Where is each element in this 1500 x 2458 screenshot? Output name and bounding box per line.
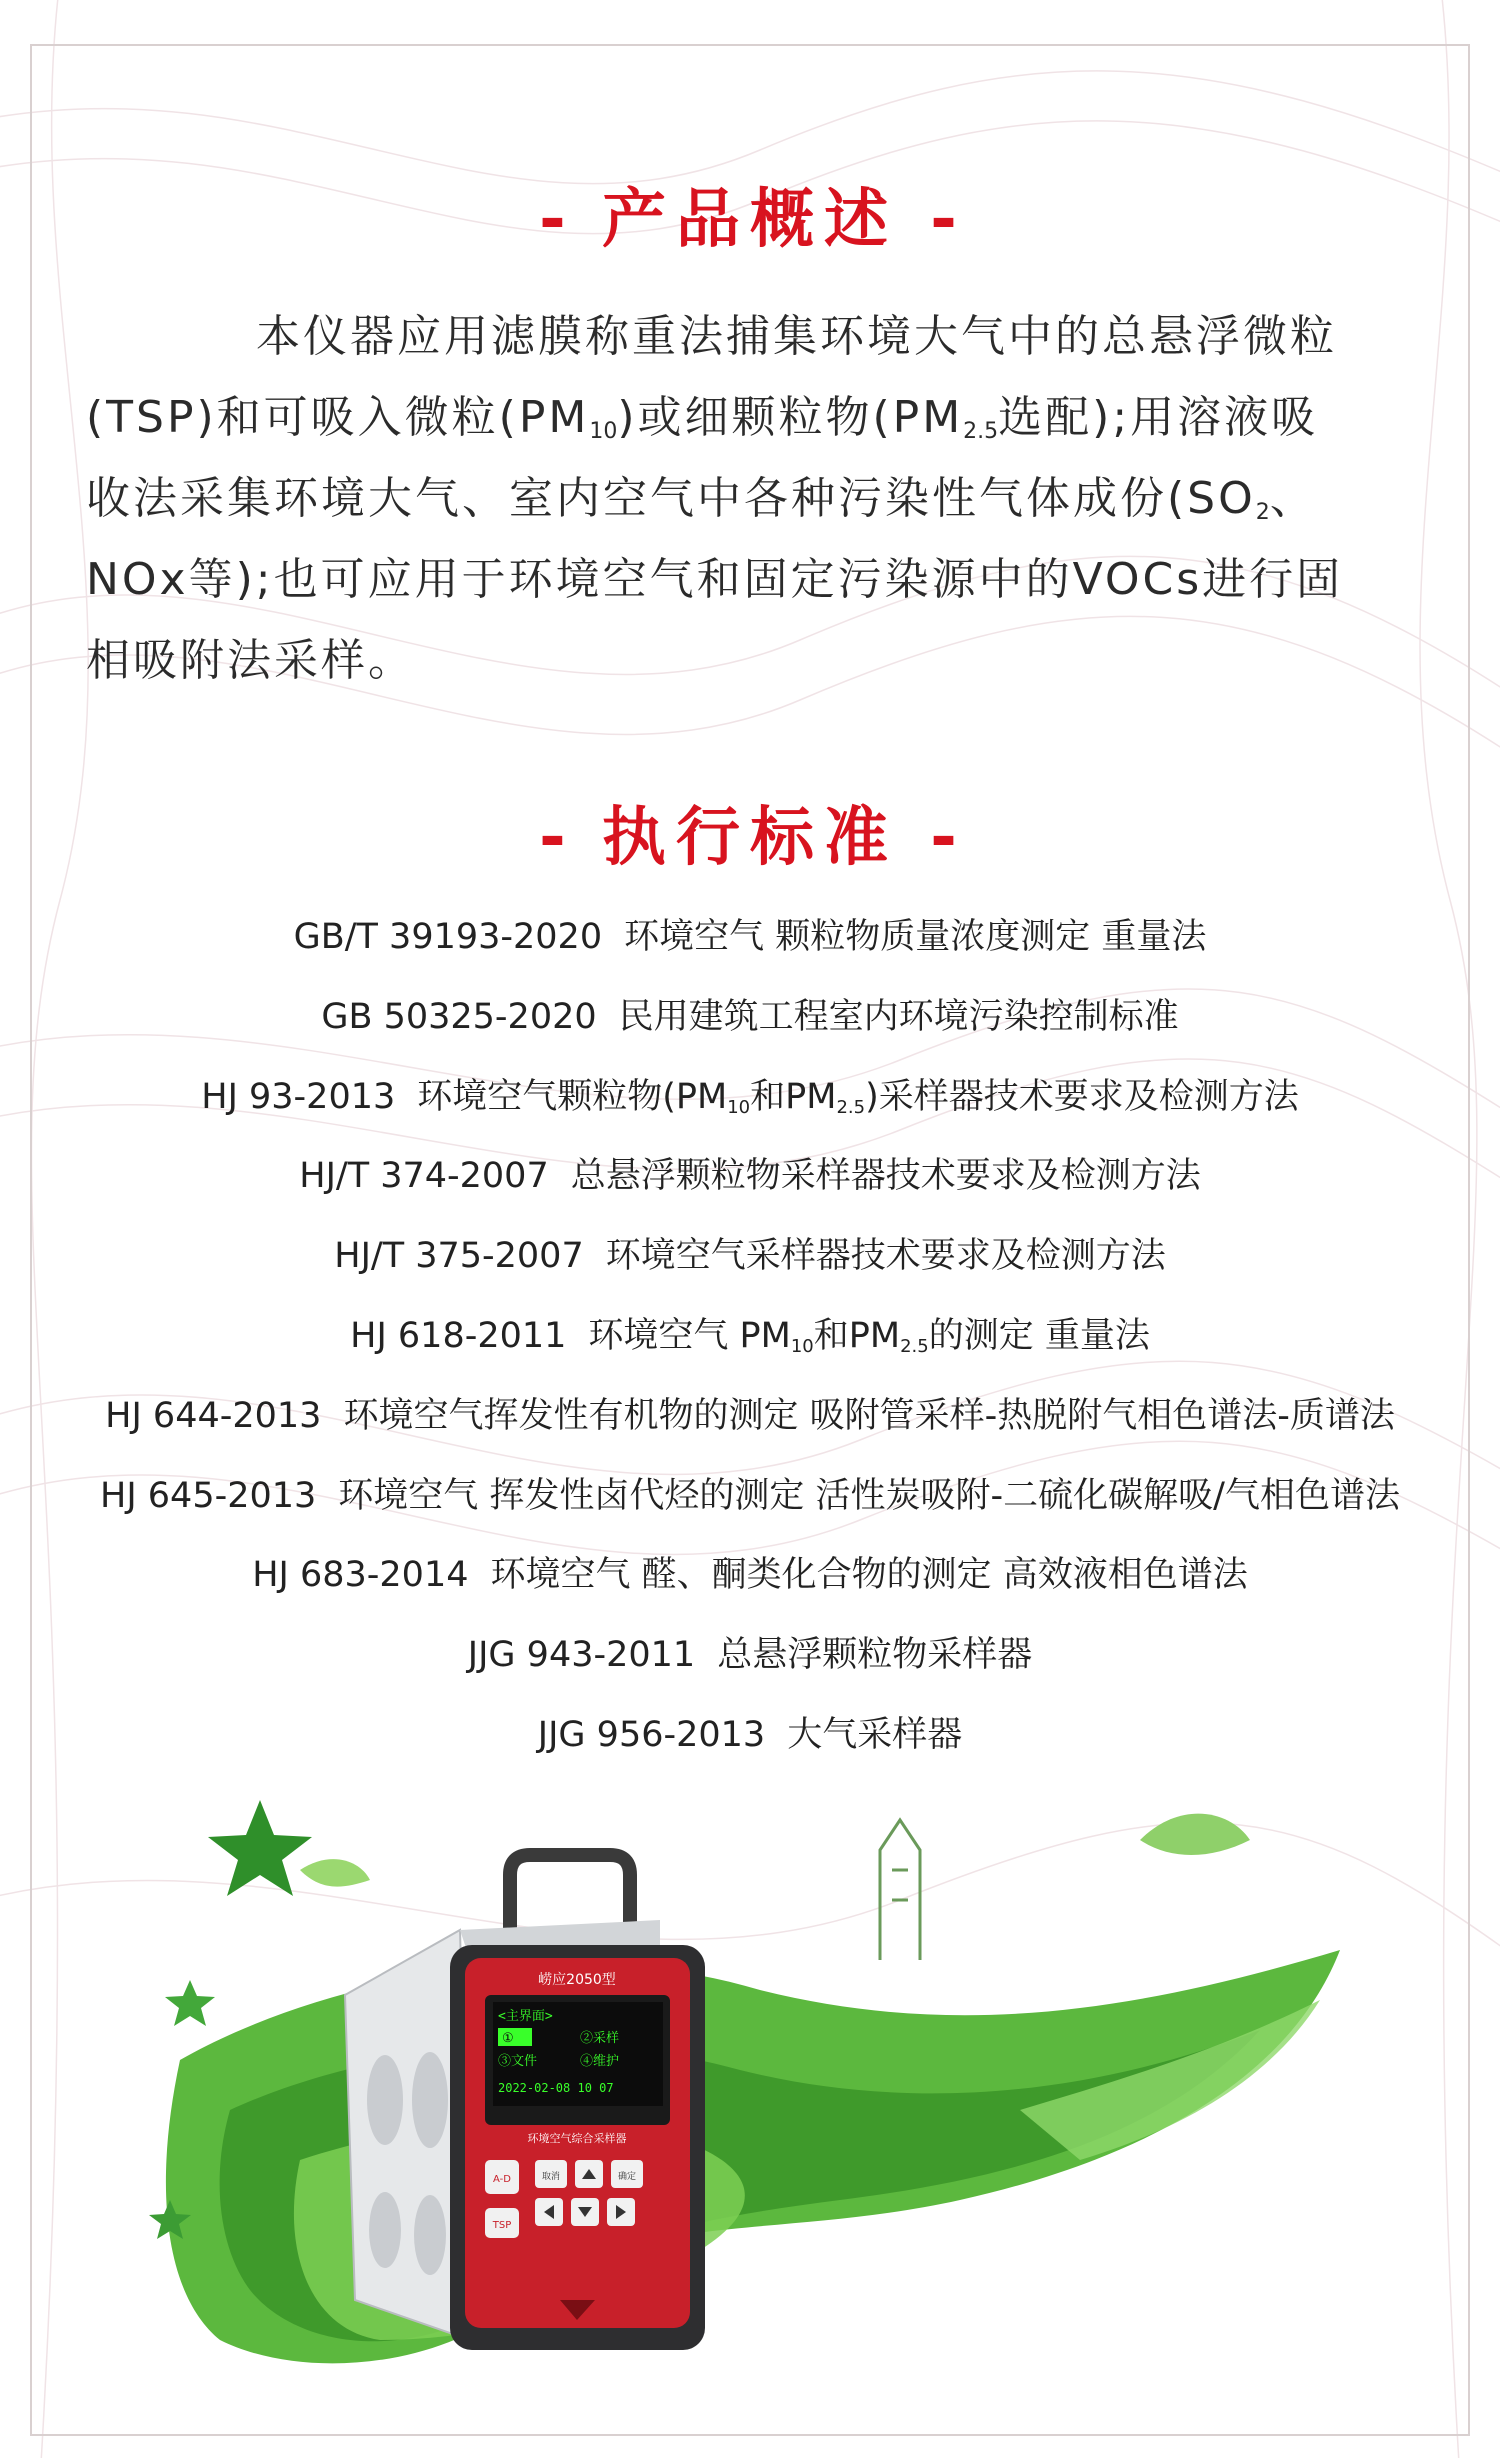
leaf-icon [1140,1814,1250,1855]
overview-line-5: 相吸附法采样。 [86,635,415,686]
screen-header: <主界面> [498,2009,553,2024]
overview-title [0,168,1500,260]
overview-title-text: 产品概述 [602,183,898,257]
grass-swoosh [166,1950,1340,2363]
screen-menu-3: ③文件 [498,2054,538,2069]
title-dash-left: - [539,183,570,257]
device-model: 崂应2050型 [538,1972,616,1988]
standard-item: HJ 644-2013 环境空气挥发性有机物的测定 吸附管采样-热脱附气相色谱法-质谱法 [105,1395,1395,1436]
leaf-icon [300,1859,370,1886]
standard-item: HJ/T 374-2007 总悬浮颗粒物采样器技术要求及检测方法 [299,1156,1201,1197]
standards-list [0,908,1500,1786]
key-confirm: 确定 [617,2172,637,2182]
title-dash-right: - [930,183,961,257]
screen-menu-1: ① [502,2031,514,2046]
standards-title [0,786,1500,878]
title-dash-left: - [539,801,570,875]
overview-line-1: 本仪器应用滤膜称重法捕集环境大气中的总悬浮微粒 [256,311,1337,362]
overview-line-3: 收法采集环境大气、室内空气中各种污染性气体成份($SO_2$、 [86,473,1317,525]
title-dash-right: - [930,801,961,875]
overview-line-4: NOx等);也可应用于环境空气和固定污染源中的VOCs进行固 [86,554,1344,605]
standard-item: HJ 683-2014 环境空气 醛、酮类化合物的测定 高效液相色谱法 [252,1555,1248,1596]
key-ad: A-D [493,2174,511,2185]
screen-datetime: 2022-02-08 10 07 [498,2081,614,2095]
standard-item: HJ/T 375-2007 环境空气采样器技术要求及检测方法 [334,1236,1166,1277]
standard-item: GB 50325-2020 民用建筑工程室内环境污染控制标准 [321,996,1179,1037]
screen-menu-4: ④维护 [580,2054,620,2069]
key-tsp: TSP [492,2220,512,2231]
air-sampler-device [345,1855,705,2350]
standard-item: HJ 93-2013 环境空气颗粒物($PM_{10}$和$PM_{2.5}$)采样器技术要求及检测方法 [201,1076,1299,1118]
overview-paragraph [86,296,1406,701]
star-icon [208,1800,312,1896]
star-icon [165,1980,215,2026]
overview-line-2: (TSP)和可吸入微粒$(PM_{10})$或细颗粒物($PM_{2.5}$选配);用溶液吸 [86,392,1319,444]
standard-item: GB/T 39193-2020 环境空气 颗粒物质量浓度测定 重量法 [293,917,1207,957]
standard-item: HJ 645-2013 环境空气 挥发性卤代烃的测定 活性炭吸附-二硫化碳解吸/气相色谱法 [100,1475,1400,1516]
standard-item: JJG 956-2013 大气采样器 [537,1714,963,1755]
standard-item: HJ 618-2011 环境空气 $PM_{10}$和$PM_{2.5}$的测定 重量法 [350,1315,1150,1357]
device-name: 环境空气综合采样器 [527,2132,627,2145]
key-cancel: 取消 [541,2172,561,2182]
product-illustration [140,1780,1460,2440]
screen-menu-2: ②采样 [580,2031,620,2046]
standard-item: JJG 943-2011 总悬浮颗粒物采样器 [467,1635,1033,1676]
building-sketch [880,1820,920,1960]
standards-title-text: 执行标准 [602,801,898,875]
